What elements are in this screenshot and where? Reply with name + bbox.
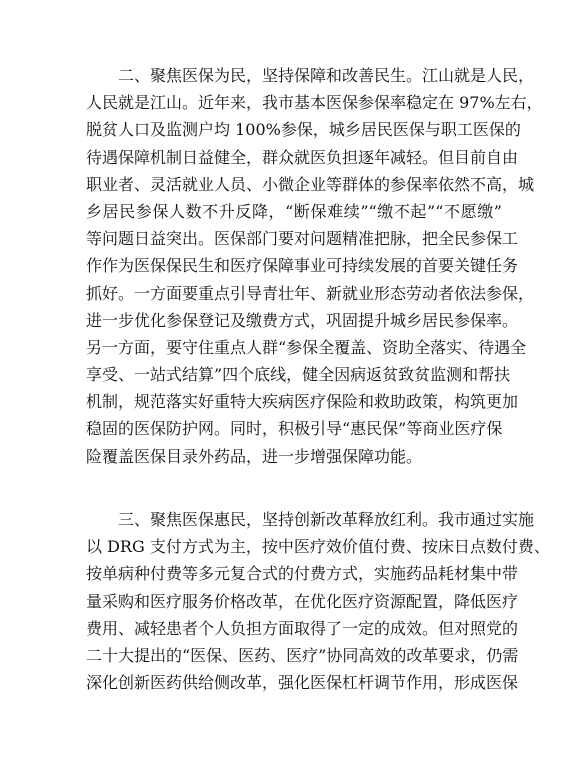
paragraph-line: 机制，规范落实好重特大疾病医疗保险和救助政策，构筑更加 [86, 392, 519, 412]
paragraph-line: 等问题日益突出。医保部门要对问题精准把脉，把全民参保工 [86, 229, 519, 249]
paragraph-line: 职业者、灵活就业人员、小微企业等群体的参保率依然不高，城 [86, 174, 535, 194]
paragraph-line: 按单病种付费等多元复合式的付费方式，实施药品耗材集中带 [86, 564, 519, 584]
paragraph-line: 稳固的医保防护网。同时，积极引导“惠民保”等商业医疗保 [86, 419, 503, 439]
paragraph-line: 三、聚焦医保惠民，坚持创新改革释放红利。我市通过实施 [118, 510, 535, 529]
paragraph-line: 量采购和医疗服务价格改革，在优化医疗资源配置，降低医疗 [86, 591, 519, 611]
paragraph-line: 二十大提出的“医保、医药、医疗”协同高效的改革要求，仍需 [86, 645, 519, 665]
paragraph-medical-insurance-for-people [86, 62, 543, 470]
paragraph-line: 脱贫人口及监测户均 100%参保，城乡居民医保与职工医保的 [86, 120, 521, 140]
paragraph-line: 险覆盖医保目录外药品，进一步增强保障功能。 [86, 446, 423, 466]
paragraph-medical-insurance-benefits [86, 506, 550, 696]
paragraph-line: 另一方面，要守住重点人群“参保全覆盖、资助全落实、待遇全 [86, 337, 527, 357]
paragraph-line: 以 DRG 支付方式为主，按中医疗效价值付费、按床日点数付费、 [86, 537, 550, 557]
paragraph-line: 人民就是江山。近年来，我市基本医保参保率稳定在 97%左右， [86, 93, 543, 113]
paragraph-line: 乡居民参保人数不升反降，“断保难续”“缴不起”“不愿缴” [86, 201, 502, 221]
paragraph-line: 费用、减轻患者个人负担方面取得了一定的成效。但对照党的 [86, 618, 519, 638]
paragraph-line: 享受、一站式结算”四个底线，健全因病返贫致贫监测和帮扶 [86, 365, 511, 385]
paragraph-line: 进一步优化参保登记及缴费方式，巩固提升城乡居民参保率。 [86, 310, 519, 330]
paragraph-line: 作作为医保保民生和医疗保障事业可持续发展的首要关键任务 [86, 256, 519, 276]
paragraph-line: 二、聚焦医保为民，坚持保障和改善民生。江山就是人民， [118, 66, 535, 85]
paragraph-line: 深化创新医药供给侧改革，强化医保杠杆调节作用，形成医保 [86, 673, 519, 693]
paragraph-line: 待遇保障机制日益健全，群众就医负担逐年减轻。但目前自由 [86, 147, 519, 167]
paragraph-line: 抓好。一方面要重点引导青壮年、新就业形态劳动者依法参保， [86, 283, 535, 303]
